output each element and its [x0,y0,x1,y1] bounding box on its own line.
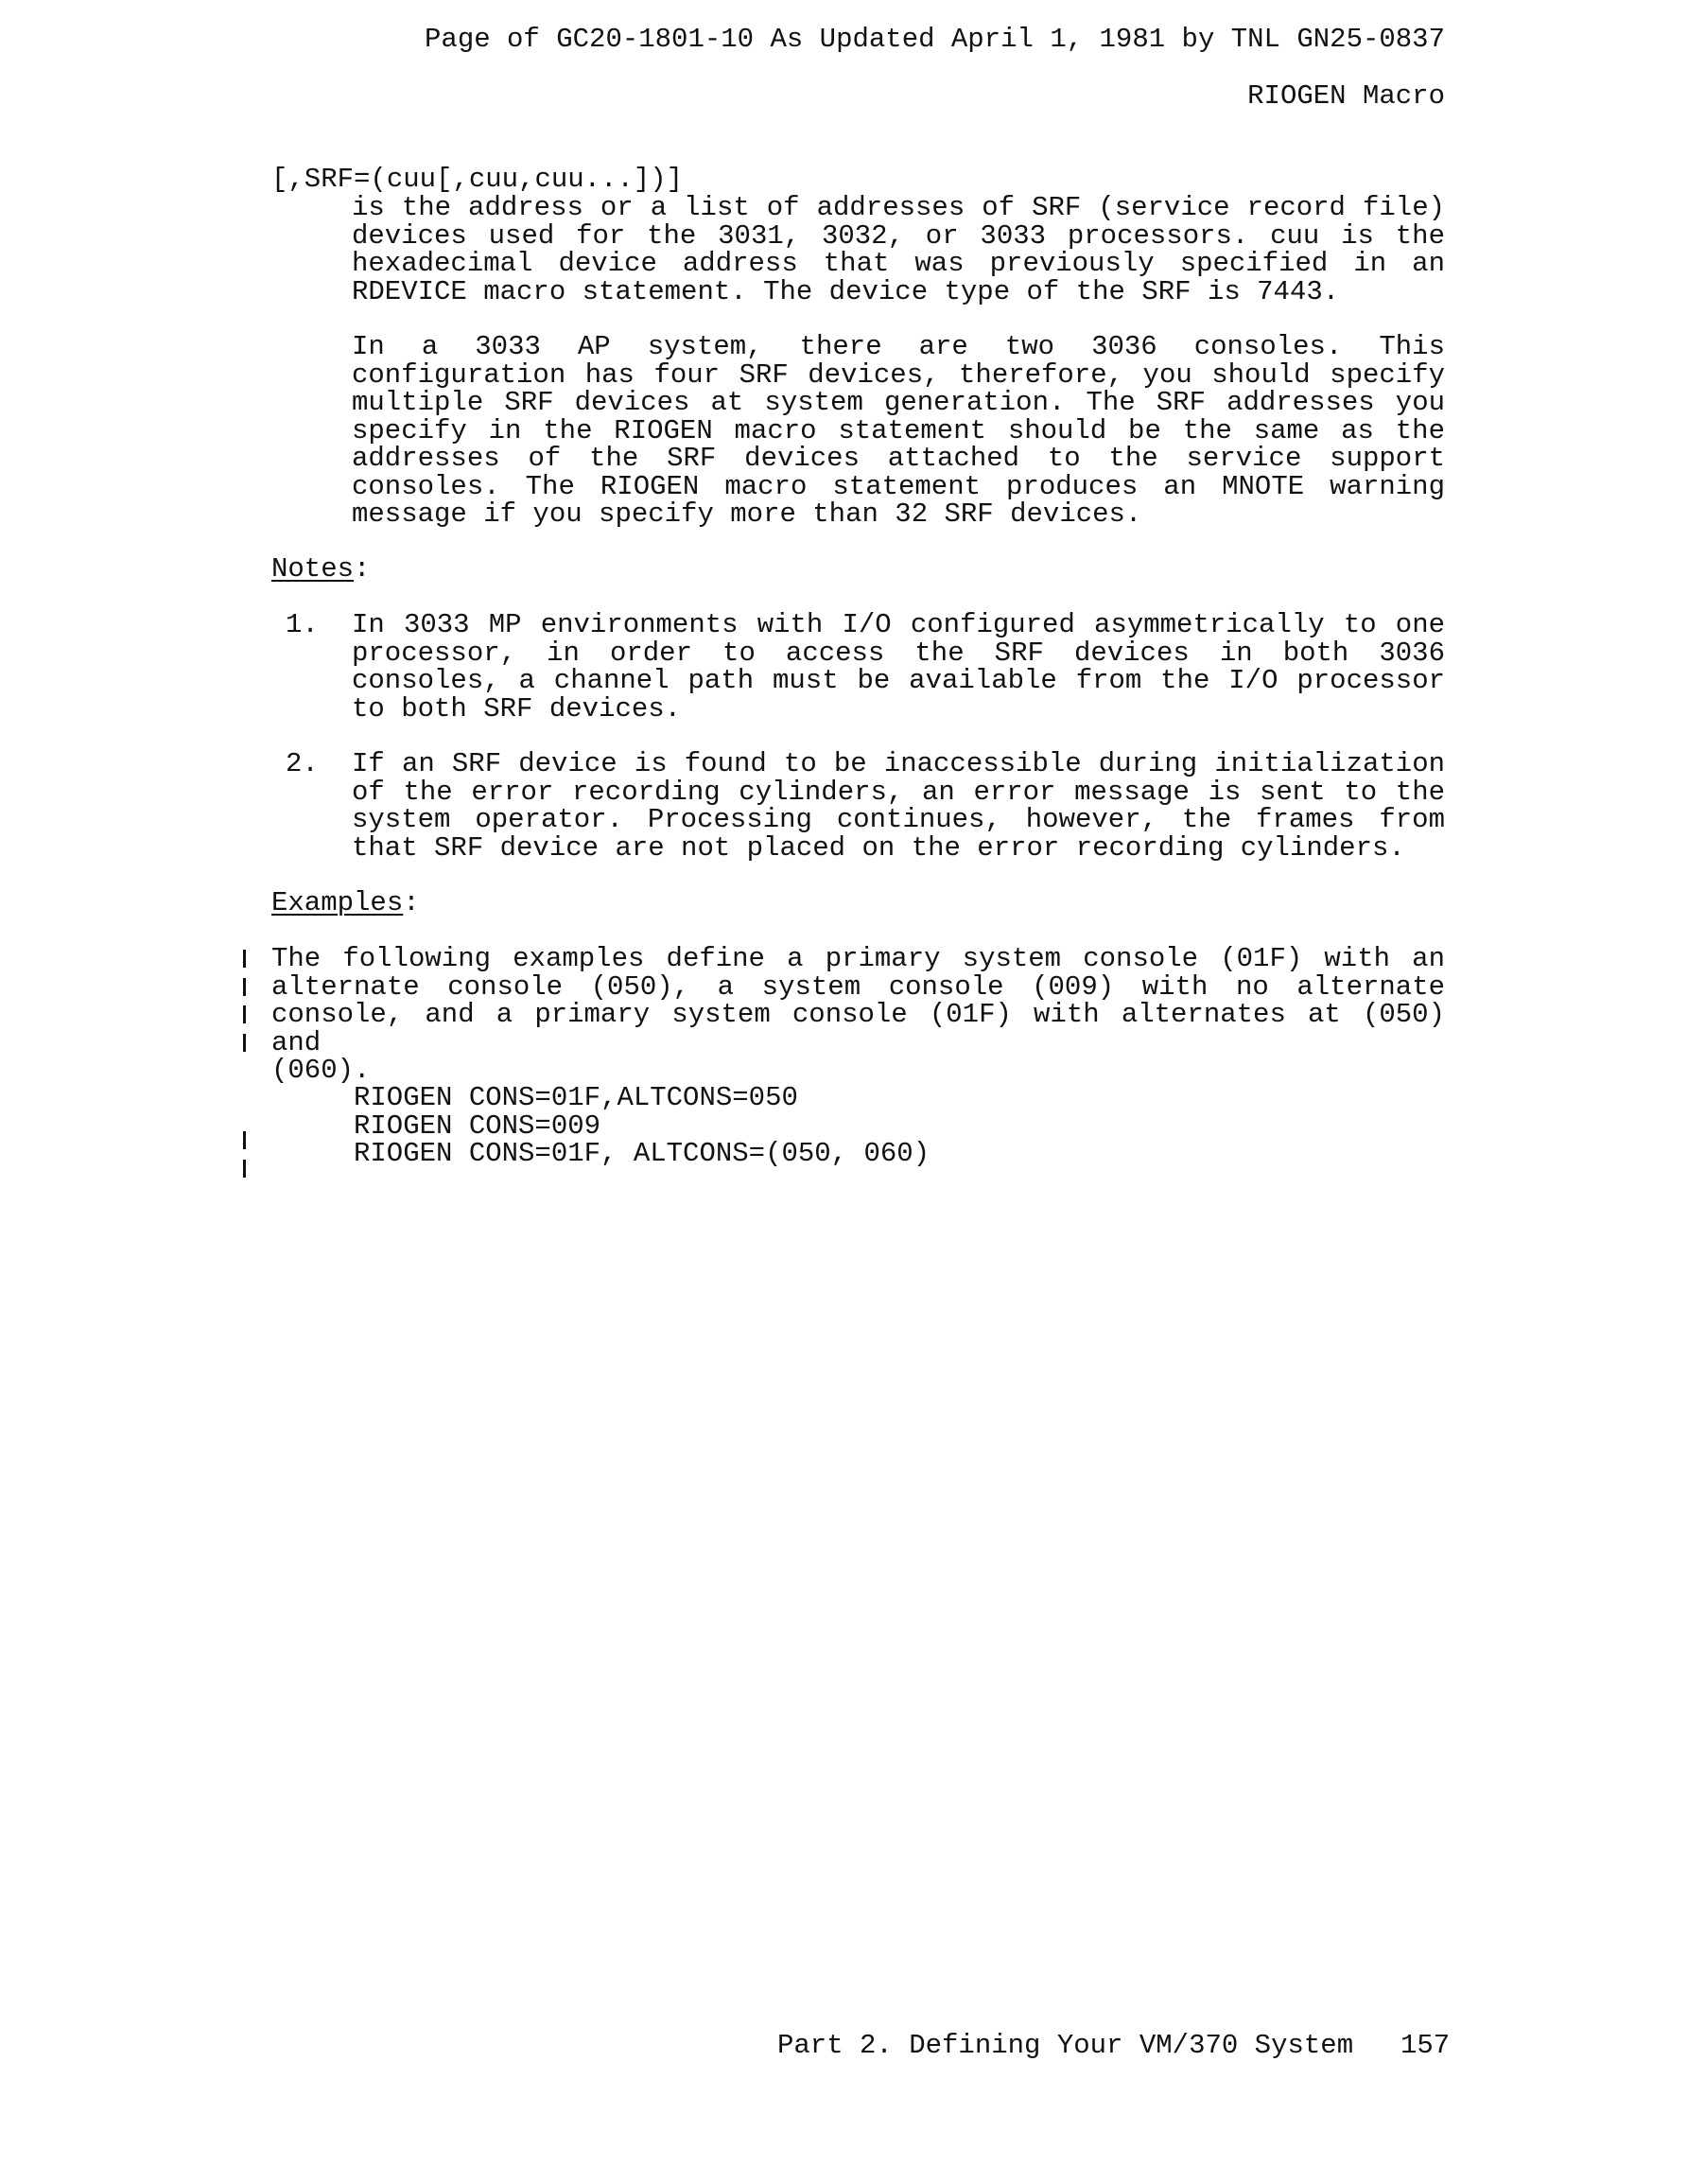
text-line: system operator. Processing continues, however, the frames from [352,804,1445,835]
revision-bar [243,1131,246,1149]
srf-ap-paragraph [352,333,1445,529]
text-line: console, and a primary system console (01F) with alternates at (050) and [271,999,1445,1058]
section-title: RIOGEN Macro [1247,80,1445,112]
text-line: multiple SRF devices at system generation. The SRF addresses you [352,387,1445,418]
examples-heading [271,889,420,917]
revision-bar [243,950,246,968]
text-line: configuration has four SRF devices, therefore, you should specify [352,358,1445,391]
revision-bar [243,1160,246,1178]
text-line: consoles, a channel path must be available from the I/O processor [352,665,1445,696]
revision-bar [243,1034,246,1052]
notes-heading [271,555,370,584]
text-line: The following examples define a primary system console (01F) with an [271,943,1445,974]
text-line: If an SRF device is found to be inaccessible during initialization [352,748,1445,779]
text-line: alternate console (050), a system console (009) with no alternate [271,970,1445,1003]
revision-bar [243,1005,246,1023]
notes-heading-colon: : [354,553,371,585]
text-line: devices used for the 3031, 3032, or 3033 processors. cuu is the [352,219,1445,252]
note-item-1 [352,611,1445,723]
note-number: 1. [286,609,319,640]
footer-title: Part 2. Defining Your VM/370 System [777,2030,1354,2061]
text-line: hexadecimal device address that was previously specified in an [352,248,1445,279]
examples-heading-text: Examples [271,887,404,918]
text-line: to both SRF devices. [352,692,682,725]
text-line: RDEVICE macro statement. The device type of the SRF is 7443. [352,275,1340,307]
text-line: message if you specify more than 32 SRF devices. [352,498,1142,530]
text-line: addresses of the SRF devices attached to the service support [352,443,1445,474]
text-line: consoles. The RIOGEN macro statement produces an MNOTE warning [352,470,1445,502]
running-header: Page of GC20-1801-10 As Updated April 1, 1981 by TNL GN25-0837 [425,24,1445,55]
examples-heading-colon: : [403,887,420,918]
code-example: RIOGEN CONS=01F, ALTCONS=(050, 060) [354,1138,930,1169]
text-line: (060). [271,1055,371,1086]
srf-syntax: [,SRF=(cuu[,cuu,cuu...])] [271,164,684,195]
examples-intro [271,945,1445,1085]
notes-heading-text: Notes [271,553,355,585]
note-number: 2. [286,748,319,779]
revision-bar [243,978,246,996]
text-line: of the error recording cylinders, an error message is sent to the [352,776,1445,808]
code-example: RIOGEN CONS=009 [354,1110,601,1142]
text-line: In 3033 MP environments with I/O configured asymmetrically to one [352,609,1445,640]
srf-description [352,194,1445,306]
text-line: processor, in order to access the SRF devices in both 3036 [352,637,1445,669]
text-line: that SRF device are not placed on the error recording cylinders. [352,831,1405,864]
text-line: specify in the RIOGEN macro statement should be the same as the [352,414,1445,446]
note-item-2 [352,750,1445,862]
page-number: 157 [1400,2030,1451,2061]
code-example: RIOGEN CONS=01F,ALTCONS=050 [354,1082,798,1113]
text-line: is the address or a list of addresses of SRF (service record file) [352,192,1445,223]
text-line: In a 3033 AP system, there are two 3036 consoles. This [352,331,1445,362]
